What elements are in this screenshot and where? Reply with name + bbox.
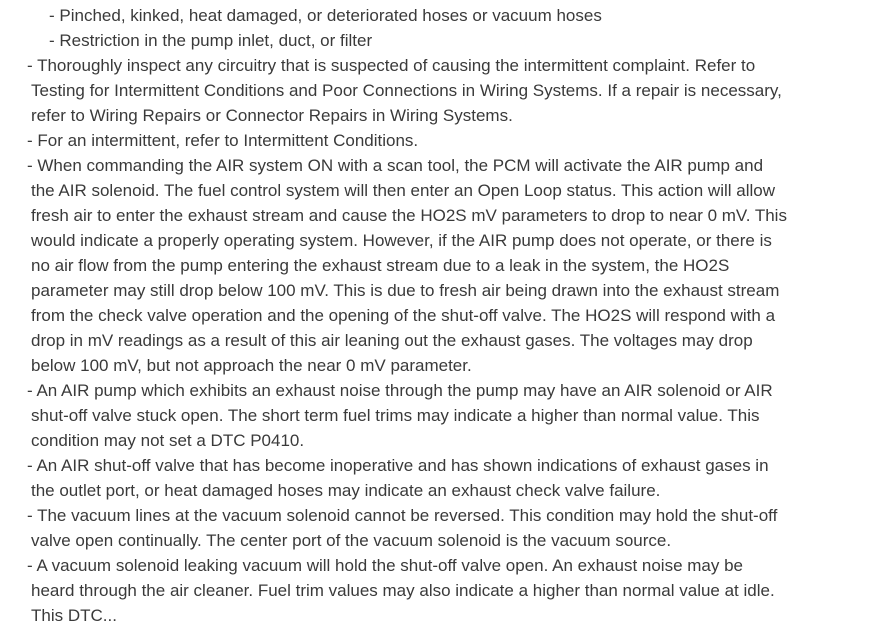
text-line: fresh air to enter the exhaust stream and cause the HO2S mV parameters to drop to near 0 mV. This [31, 206, 787, 225]
text-line: - A vacuum solenoid leaking vacuum will hold the shut-off valve open. An exhaust noise may be [27, 556, 744, 575]
text-line: valve open continually. The center port of the vacuum solenoid is the vacuum source. [31, 531, 672, 550]
text-line: - When commanding the AIR system ON with a scan tool, the PCM will activate the AIR pump and [27, 156, 764, 175]
text-line: shut-off valve stuck open. The short term fuel trims may indicate a higher than normal value. This [31, 406, 760, 425]
text-line: heard through the air cleaner. Fuel trim values may also indicate a higher than normal value at idle. [31, 581, 775, 600]
text-line: no air flow from the pump entering the exhaust stream due to a leak in the system, the HO2S [31, 256, 730, 275]
text-line: drop in mV readings as a result of this air leaning out the exhaust gases. The voltages may drop [31, 331, 753, 350]
text-line: Testing for Intermittent Conditions and Poor Connections in Wiring Systems. If a repair is necessary, [31, 81, 782, 100]
text-line: - The vacuum lines at the vacuum solenoid cannot be reversed. This condition may hold the shut-off [27, 506, 778, 525]
document-body [27, 0, 831, 628]
text-line: - An AIR pump which exhibits an exhaust noise through the pump may have an AIR solenoid or AIR [27, 381, 773, 400]
text-line: below 100 mV, but not approach the near 0 mV parameter. [31, 356, 472, 375]
text-line: the AIR solenoid. The fuel control system will then enter an Open Loop status. This action will allow [31, 181, 775, 200]
text-line: This DTC... [31, 606, 117, 625]
text-line: - Restriction in the pump inlet, duct, or filter [49, 31, 373, 50]
text-line: - Thoroughly inspect any circuitry that is suspected of causing the intermittent complaint. Refer to [27, 56, 756, 75]
text-line: the outlet port, or heat damaged hoses may indicate an exhaust check valve failure. [31, 481, 661, 500]
text-line: - Pinched, kinked, heat damaged, or deteriorated hoses or vacuum hoses [49, 6, 602, 25]
text-line: condition may not set a DTC P0410. [31, 431, 305, 450]
text-line: from the check valve operation and the opening of the shut-off valve. The HO2S will respond with a [31, 306, 776, 325]
text-line: parameter may still drop below 100 mV. This is due to fresh air being drawn into the exhaust stream [31, 281, 780, 300]
text-line: would indicate a properly operating system. However, if the AIR pump does not operate, or there is [31, 231, 772, 250]
text-line: - An AIR shut-off valve that has become inoperative and has shown indications of exhaust gases in [27, 456, 769, 475]
text-line: refer to Wiring Repairs or Connector Repairs in Wiring Systems. [31, 106, 513, 125]
text-line: - For an intermittent, refer to Intermittent Conditions. [27, 131, 419, 150]
